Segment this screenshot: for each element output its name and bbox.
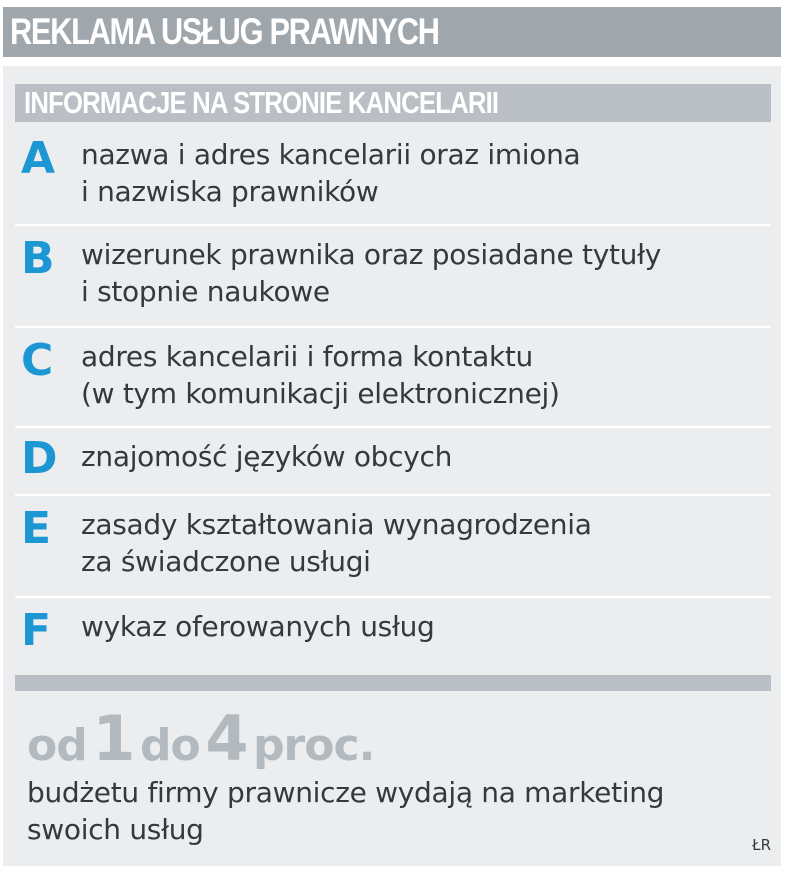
section-heading: INFORMACJE NA STRONIE KANCELARII bbox=[24, 85, 499, 120]
stat-unit: proc. bbox=[253, 720, 375, 771]
stat-from-value: 1 bbox=[92, 702, 135, 775]
stat-from-word: od bbox=[27, 720, 87, 771]
divider bbox=[15, 426, 771, 428]
item-text-line: i nazwiska prawników bbox=[81, 175, 379, 208]
item-letter: C bbox=[21, 335, 54, 386]
divider bbox=[15, 494, 771, 496]
item-text bbox=[81, 338, 761, 412]
stat-description bbox=[27, 774, 767, 848]
stat-to-value: 4 bbox=[205, 702, 248, 775]
item-text bbox=[81, 608, 761, 645]
item-text-line: zasady kształtowania wynagrodzenia bbox=[81, 508, 592, 541]
separator-bar bbox=[15, 675, 771, 691]
divider bbox=[15, 224, 771, 226]
divider bbox=[15, 326, 771, 328]
item-text-line: i stopnie naukowe bbox=[81, 275, 330, 308]
item-text bbox=[81, 236, 761, 310]
page-title: REKLAMA USŁUG PRAWNYCH bbox=[10, 11, 439, 52]
source-credit: ŁR bbox=[752, 836, 771, 854]
item-text-line: znajomość języków obcych bbox=[81, 440, 453, 473]
title-bar bbox=[3, 7, 781, 57]
item-letter: D bbox=[21, 433, 58, 484]
item-letter: B bbox=[21, 233, 55, 284]
item-letter: F bbox=[21, 605, 52, 656]
item-letter: A bbox=[21, 133, 56, 184]
item-text-line: wizerunek prawnika oraz posiadane tytuły bbox=[81, 238, 662, 271]
item-text-line: (w tym komunikacji elektronicznej) bbox=[81, 377, 560, 410]
stat-description-line: swoich usług bbox=[27, 813, 204, 846]
info-panel bbox=[3, 66, 781, 866]
items-list bbox=[15, 128, 771, 688]
divider bbox=[15, 596, 771, 598]
item-text bbox=[81, 438, 761, 475]
item-text bbox=[81, 506, 761, 580]
item-text-line: nazwa i adres kancelarii oraz imiona bbox=[81, 138, 581, 171]
item-text-line: wykaz oferowanych usług bbox=[81, 610, 435, 643]
item-letter: E bbox=[21, 503, 52, 554]
stat-headline bbox=[27, 702, 374, 775]
item-text-line: za świadczone usługi bbox=[81, 545, 371, 578]
subheader-bar bbox=[15, 84, 771, 122]
item-text bbox=[81, 136, 761, 210]
stat-description-line: budżetu firmy prawnicze wydają na marketing bbox=[27, 776, 665, 809]
stat-to-word: do bbox=[140, 720, 200, 771]
item-text-line: adres kancelarii i forma kontaktu bbox=[81, 340, 533, 373]
